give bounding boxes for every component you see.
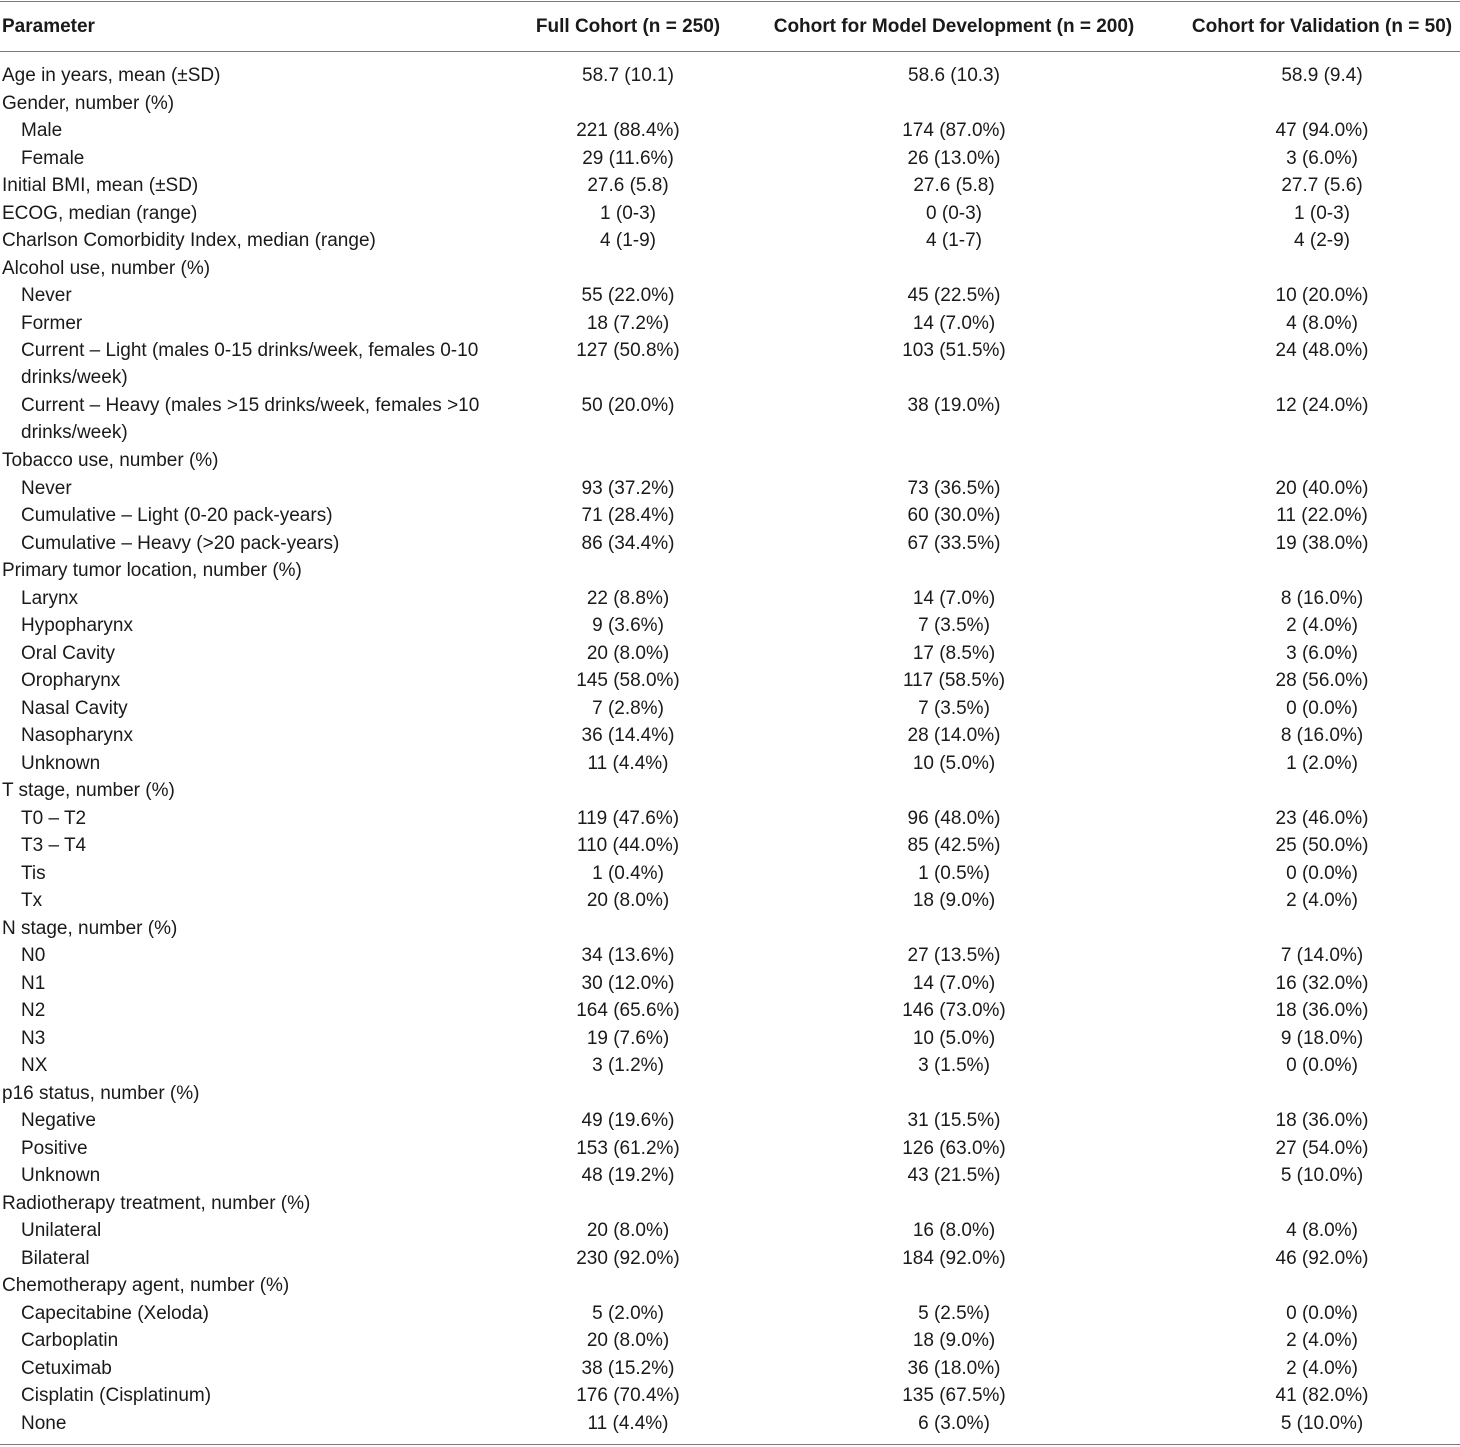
cell-model-development: 14 (7.0%): [912, 312, 996, 334]
cell-model-development: 10 (5.0%): [912, 1027, 996, 1049]
cell-full-cohort: 3 (1.2%): [592, 1055, 664, 1076]
cell-full-cohort: 71 (28.4%): [581, 505, 675, 526]
cell-model-development: 38 (19.0%): [907, 395, 1001, 416]
cell-full-cohort: 221 (88.4%): [576, 120, 680, 141]
cell-full-cohort: 93 (37.2%): [581, 477, 675, 499]
cell-full-cohort: 4 (1-9): [600, 230, 656, 251]
cell-full-cohort: 164 (65.6%): [576, 1000, 680, 1021]
row-label: T stage, number (%): [2, 780, 175, 801]
table-bottom-rule: [0, 1444, 1460, 1445]
table-row: [0, 530, 1460, 558]
cell-validation: 2 (4.0%): [1286, 615, 1358, 636]
table-row: [0, 1025, 1460, 1053]
cell-model-development: 18 (9.0%): [912, 1330, 996, 1351]
table-row: [0, 1272, 1460, 1300]
cell-model-development: 45 (22.5%): [907, 285, 1001, 306]
row-sublabel: Hypopharynx: [21, 615, 133, 636]
row-label: Primary tumor location, number (%): [2, 560, 302, 581]
row-sublabel: N2: [21, 1000, 46, 1021]
row-sublabel: T3 – T4: [21, 835, 87, 856]
cell-validation: 3 (6.0%): [1286, 147, 1358, 169]
row-sublabel: Cisplatin (Cisplatinum): [21, 1385, 212, 1406]
cell-validation: 11 (22.0%): [1276, 505, 1368, 526]
cell-model-development: 1 (0.5%): [918, 862, 990, 884]
cell-validation: 2 (4.0%): [1286, 890, 1358, 911]
cell-validation: 3 (6.0%): [1286, 642, 1358, 664]
table-row: [0, 887, 1460, 915]
row-sublabel: Cumulative – Heavy (>20 pack-years): [21, 532, 340, 554]
cell-model-development: 43 (21.5%): [907, 1165, 1001, 1186]
table-row: [0, 62, 1460, 90]
cell-full-cohort: 11 (4.4%): [587, 752, 669, 774]
header-parameter: Parameter: [2, 16, 95, 37]
row-sublabel: Nasal Cavity: [21, 697, 128, 719]
cell-validation: 2 (4.0%): [1286, 1357, 1358, 1379]
row-sublabel: T0 – T2: [21, 807, 87, 829]
cell-model-development: 58.6 (10.3): [908, 65, 1000, 86]
cell-model-development: 7 (3.5%): [918, 697, 990, 719]
cell-validation: 5 (10.0%): [1280, 1165, 1364, 1186]
table-row: [0, 1052, 1460, 1080]
cell-validation: 8 (16.0%): [1280, 587, 1364, 609]
table-row: [0, 722, 1460, 750]
cell-model-development: 17 (8.5%): [912, 642, 996, 664]
table-row: [0, 1355, 1460, 1383]
row-sublabel: Tx: [21, 890, 43, 911]
cell-full-cohort: 119 (47.6%): [576, 807, 680, 829]
cell-validation: 25 (50.0%): [1275, 835, 1369, 856]
table-row: [0, 337, 1460, 392]
table-row: [0, 310, 1460, 338]
row-label: Gender, number (%): [2, 92, 175, 114]
cell-full-cohort: 58.7 (10.1): [582, 65, 674, 86]
cell-validation: 9 (18.0%): [1280, 1027, 1364, 1049]
cell-model-development: 7 (3.5%): [918, 615, 990, 636]
cell-validation: 12 (24.0%): [1275, 395, 1369, 416]
row-label: Initial BMI, mean (±SD): [2, 175, 199, 196]
cell-model-development: 103 (51.5%): [902, 340, 1006, 361]
row-sublabel: Female: [21, 147, 85, 169]
cell-model-development: 26 (13.0%): [907, 147, 1001, 169]
table-row: [0, 805, 1460, 833]
cell-model-development: 4 (1-7): [926, 230, 982, 251]
cell-validation: 18 (36.0%): [1275, 1110, 1369, 1131]
cell-validation: 20 (40.0%): [1275, 477, 1369, 499]
table-row: [0, 1080, 1460, 1108]
table-row: [0, 227, 1460, 255]
cell-validation: 0 (0.0%): [1286, 1055, 1358, 1076]
cell-validation: 4 (8.0%): [1286, 1220, 1358, 1241]
cell-full-cohort: 34 (13.6%): [581, 945, 675, 966]
row-sublabel: Former: [21, 312, 83, 334]
table-row: [0, 200, 1460, 228]
cell-full-cohort: 11 (4.4%): [587, 1412, 669, 1434]
row-sublabel: Unknown: [21, 752, 101, 774]
row-sublabel: Never: [21, 477, 72, 499]
cell-model-development: 67 (33.5%): [907, 532, 1001, 554]
table-row: [0, 145, 1460, 173]
table-row: [0, 640, 1460, 668]
cell-full-cohort: 18 (7.2%): [586, 312, 670, 334]
table-row: [0, 502, 1460, 530]
header-rule: [0, 51, 1460, 52]
cell-model-development: 146 (73.0%): [902, 1000, 1006, 1021]
cell-model-development: 60 (30.0%): [907, 505, 1001, 526]
table-row: [0, 1327, 1460, 1355]
cell-full-cohort: 48 (19.2%): [581, 1165, 675, 1186]
cell-validation: 1 (0-3): [1294, 202, 1350, 224]
row-sublabel: Male: [21, 120, 63, 141]
cell-model-development: 126 (63.0%): [902, 1137, 1006, 1159]
row-label: Alcohol use, number (%): [2, 257, 211, 279]
header-validation: Cohort for Validation (n = 50): [1191, 16, 1453, 37]
cell-full-cohort: 55 (22.0%): [581, 285, 675, 306]
cell-full-cohort: 36 (14.4%): [581, 725, 675, 746]
row-label: Chemotherapy agent, number (%): [2, 1275, 290, 1296]
cell-full-cohort: 5 (2.0%): [592, 1302, 664, 1324]
cell-model-development: 27 (13.5%): [907, 945, 1001, 966]
cell-validation: 8 (16.0%): [1280, 725, 1364, 746]
cell-validation: 2 (4.0%): [1286, 1330, 1358, 1351]
table-row: [0, 1217, 1460, 1245]
cell-model-development: 3 (1.5%): [918, 1055, 990, 1076]
cell-full-cohort: 230 (92.0%): [576, 1247, 680, 1269]
cell-model-development: 96 (48.0%): [907, 807, 1001, 829]
cell-validation: 47 (94.0%): [1275, 120, 1369, 141]
table-row: [0, 942, 1460, 970]
row-label: Charlson Comorbidity Index, median (range): [2, 230, 376, 251]
row-label: Age in years, mean (±SD): [2, 65, 221, 86]
cell-validation: 27.7 (5.6): [1281, 175, 1363, 196]
cell-validation: 28 (56.0%): [1275, 670, 1369, 691]
table-row: [0, 255, 1460, 283]
row-sublabel: Current – Heavy (males >15 drinks/week, females >10 drinks/week): [21, 395, 480, 443]
table-row: [0, 750, 1460, 778]
table-row: [0, 90, 1460, 118]
cell-full-cohort: 27.6 (5.8): [587, 175, 669, 196]
table-row: [0, 585, 1460, 613]
row-sublabel: Unilateral: [21, 1220, 102, 1241]
cell-full-cohort: 110 (44.0%): [576, 835, 680, 856]
cell-full-cohort: 22 (8.8%): [586, 587, 670, 609]
cell-validation: 23 (46.0%): [1275, 807, 1369, 829]
cell-full-cohort: 19 (7.6%): [586, 1027, 670, 1049]
table-row: [0, 1162, 1460, 1190]
cell-model-development: 10 (5.0%): [912, 752, 996, 774]
cell-model-development: 174 (87.0%): [902, 120, 1006, 141]
cell-model-development: 14 (7.0%): [912, 972, 996, 994]
cell-full-cohort: 20 (8.0%): [586, 1330, 670, 1351]
cell-validation: 4 (8.0%): [1286, 312, 1358, 334]
row-label: N stage, number (%): [2, 917, 178, 939]
table-row: [0, 117, 1460, 145]
cell-full-cohort: 20 (8.0%): [586, 890, 670, 911]
table-header-row: [0, 13, 1460, 41]
cell-full-cohort: 1 (0-3): [600, 202, 656, 224]
cell-full-cohort: 9 (3.6%): [592, 615, 664, 636]
row-sublabel: Tis: [21, 862, 46, 884]
cell-model-development: 85 (42.5%): [907, 835, 1001, 856]
header-model-development: Cohort for Model Development (n = 200): [773, 16, 1135, 37]
cell-full-cohort: 7 (2.8%): [592, 697, 664, 719]
cell-validation: 41 (82.0%): [1275, 1385, 1369, 1406]
cell-model-development: 28 (14.0%): [907, 725, 1001, 746]
row-sublabel: Nasopharynx: [21, 725, 133, 746]
row-sublabel: Current – Light (males 0-15 drinks/week, females 0-10 drinks/week): [21, 340, 479, 388]
table-row: [0, 1135, 1460, 1163]
row-sublabel: Larynx: [21, 587, 79, 609]
table-row: [0, 447, 1460, 475]
cell-full-cohort: 176 (70.4%): [576, 1385, 680, 1406]
cell-validation: 0 (0.0%): [1286, 1302, 1358, 1324]
table-row: [0, 475, 1460, 503]
cell-full-cohort: 1 (0.4%): [592, 862, 664, 884]
row-sublabel: Cetuximab: [21, 1357, 112, 1379]
row-sublabel: Never: [21, 285, 72, 306]
table-row: [0, 172, 1460, 200]
cell-model-development: 14 (7.0%): [912, 587, 996, 609]
cell-model-development: 73 (36.5%): [907, 477, 1001, 499]
cell-validation: 5 (10.0%): [1280, 1412, 1364, 1434]
table-row: [0, 1107, 1460, 1135]
cell-full-cohort: 29 (11.6%): [582, 147, 674, 169]
table-top-rule: [0, 1, 1460, 2]
table-row: [0, 860, 1460, 888]
cell-model-development: 117 (58.5%): [902, 670, 1006, 691]
cell-validation: 7 (14.0%): [1280, 945, 1364, 966]
table-row: [0, 1190, 1460, 1218]
row-sublabel: Positive: [21, 1137, 88, 1159]
cell-validation: 18 (36.0%): [1275, 1000, 1369, 1021]
row-label: ECOG, median (range): [2, 202, 198, 224]
cell-validation: 4 (2-9): [1294, 230, 1350, 251]
cell-validation: 19 (38.0%): [1275, 532, 1369, 554]
row-sublabel: Negative: [21, 1110, 96, 1131]
cell-model-development: 18 (9.0%): [912, 890, 996, 911]
table-row: [0, 777, 1460, 805]
table-row: [0, 970, 1460, 998]
cell-full-cohort: 20 (8.0%): [586, 642, 670, 664]
cell-validation: 58.9 (9.4): [1281, 65, 1363, 86]
table-row: [0, 557, 1460, 585]
row-sublabel: Oral Cavity: [21, 642, 115, 664]
row-sublabel: N1: [21, 972, 46, 994]
row-sublabel: NX: [21, 1055, 48, 1076]
cell-full-cohort: 38 (15.2%): [581, 1357, 675, 1379]
cell-model-development: 36 (18.0%): [907, 1357, 1001, 1379]
row-sublabel: Capecitabine (Xeloda): [21, 1302, 210, 1324]
cell-validation: 0 (0.0%): [1286, 697, 1358, 719]
header-full-cohort: Full Cohort (n = 250): [535, 16, 721, 37]
row-sublabel: N0: [21, 945, 46, 966]
row-label: Radiotherapy treatment, number (%): [2, 1192, 311, 1214]
table-row: [0, 1410, 1460, 1438]
row-label: Tobacco use, number (%): [2, 450, 219, 471]
cell-validation: 0 (0.0%): [1286, 862, 1358, 884]
row-sublabel: Unknown: [21, 1165, 101, 1186]
table-row: [0, 392, 1460, 447]
cell-full-cohort: 153 (61.2%): [576, 1137, 680, 1159]
cell-full-cohort: 49 (19.6%): [581, 1110, 675, 1131]
cell-full-cohort: 30 (12.0%): [581, 972, 675, 994]
cell-model-development: 27.6 (5.8): [913, 175, 995, 196]
table-row: [0, 1300, 1460, 1328]
cell-validation: 1 (2.0%): [1286, 752, 1358, 774]
cell-validation: 27 (54.0%): [1275, 1137, 1369, 1159]
table-row: [0, 832, 1460, 860]
row-sublabel: Oropharynx: [21, 670, 121, 691]
table-row: [0, 1245, 1460, 1273]
row-sublabel: None: [21, 1412, 67, 1434]
table-row: [0, 695, 1460, 723]
row-sublabel: Cumulative – Light (0-20 pack-years): [21, 505, 333, 526]
cell-model-development: 6 (3.0%): [918, 1412, 990, 1434]
cell-full-cohort: 50 (20.0%): [581, 395, 675, 416]
table-row: [0, 915, 1460, 943]
table-row: [0, 612, 1460, 640]
table-row: [0, 997, 1460, 1025]
cell-validation: 10 (20.0%): [1275, 285, 1369, 306]
cell-model-development: 5 (2.5%): [918, 1302, 990, 1324]
cell-full-cohort: 86 (34.4%): [581, 532, 675, 554]
row-sublabel: Carboplatin: [21, 1330, 119, 1351]
cell-model-development: 31 (15.5%): [907, 1110, 1001, 1131]
cell-validation: 16 (32.0%): [1275, 972, 1369, 994]
cell-validation: 46 (92.0%): [1275, 1247, 1369, 1269]
table-row: [0, 1382, 1460, 1410]
row-label: p16 status, number (%): [2, 1082, 200, 1104]
cell-full-cohort: 127 (50.8%): [576, 340, 680, 361]
cell-validation: 24 (48.0%): [1275, 340, 1369, 361]
cell-model-development: 16 (8.0%): [912, 1220, 996, 1241]
cell-full-cohort: 145 (58.0%): [576, 670, 680, 691]
cell-model-development: 135 (67.5%): [902, 1385, 1006, 1406]
cell-model-development: 0 (0-3): [926, 202, 982, 224]
row-sublabel: N3: [21, 1027, 46, 1049]
table-row: [0, 667, 1460, 695]
table-row: [0, 282, 1460, 310]
cell-full-cohort: 20 (8.0%): [586, 1220, 670, 1241]
row-sublabel: Bilateral: [21, 1247, 90, 1269]
cell-model-development: 184 (92.0%): [902, 1247, 1006, 1269]
